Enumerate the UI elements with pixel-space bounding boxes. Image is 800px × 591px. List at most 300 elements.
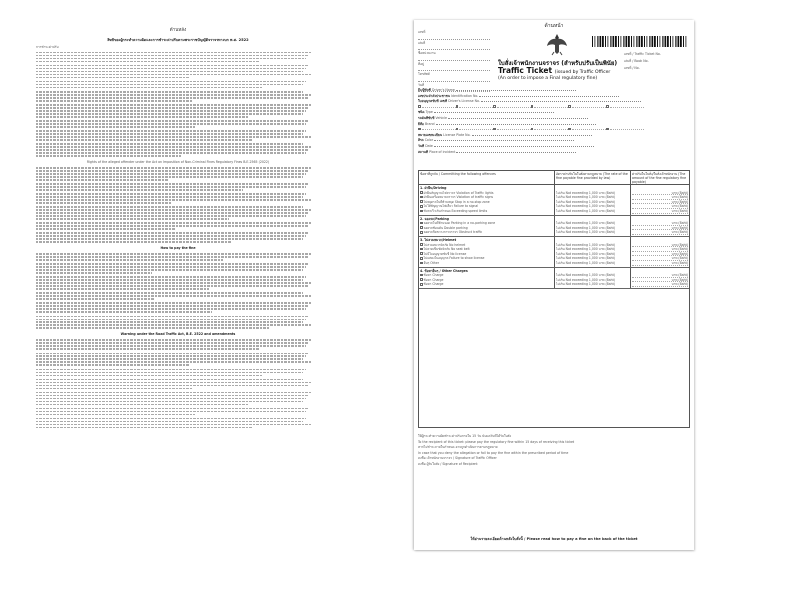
offense-label: ไม่มีใบอนุญาตขับขี่ No license xyxy=(423,251,467,256)
text-line xyxy=(36,238,303,240)
option-blank xyxy=(534,129,568,130)
header-field: วันที่ xyxy=(418,83,490,93)
rate-text: ไม่เกิน Not exceeding 1,000 บาท (Baht) xyxy=(556,282,616,287)
text-line xyxy=(36,189,243,191)
text-line xyxy=(36,107,309,109)
text-line xyxy=(36,311,212,313)
barcode-bar xyxy=(678,36,680,47)
text-line xyxy=(36,225,309,227)
barcode-bar xyxy=(652,36,654,47)
text-line xyxy=(36,276,306,278)
text-line xyxy=(36,193,306,195)
rate-cell xyxy=(555,185,631,215)
option-checkbox[interactable] xyxy=(606,128,609,131)
option-checkbox[interactable] xyxy=(418,128,421,131)
ticket-subtitle: (An order to impose a Final regulatory fine) xyxy=(498,76,598,81)
driver-info-english: Driver's Name xyxy=(432,88,456,92)
barcode-bar xyxy=(649,36,650,47)
offense-label: จอดรถในที่ห้ามจอด Parking in a no-parking zone xyxy=(423,221,496,226)
barcode-bar xyxy=(610,36,611,47)
rate-text: ไม่เกิน Not exceeding 1,000 บาท (Baht) xyxy=(556,256,616,261)
text-line xyxy=(36,285,309,287)
amount-text[interactable]: บาท (Baht) xyxy=(632,273,688,278)
rate-col-header: อัตราค่าปรับในใบสั่งตามกฎหมาย (The rate of the fine payable fine provided by law) xyxy=(555,171,631,184)
offense-checkbox[interactable] xyxy=(420,191,423,194)
barcode-bar xyxy=(673,36,674,47)
amount-text[interactable]: บาท (Baht) xyxy=(632,191,688,196)
fill-in-blank[interactable] xyxy=(456,150,576,153)
text-line xyxy=(36,110,306,112)
barcode-bar xyxy=(657,36,658,47)
text-line xyxy=(36,382,311,384)
driver-info-section xyxy=(418,88,690,155)
option-checkbox[interactable] xyxy=(456,128,459,131)
text-line xyxy=(36,170,309,172)
offense-section-title: 2. จอดรถ/Parking xyxy=(420,216,449,221)
back-paragraph xyxy=(36,167,320,181)
back-paragraph xyxy=(36,379,320,390)
amount-text[interactable]: บาท (Baht) xyxy=(632,195,688,200)
text-line xyxy=(36,97,309,99)
text-line xyxy=(36,81,306,83)
ticket-footer-note: ให้อ่านรายละเอียดด้านหลังใบสั่งนี้ / Please read how to pay a fine on the back of the ticket xyxy=(470,537,638,541)
offense-cell xyxy=(419,237,555,267)
text-line xyxy=(36,353,309,355)
offense-label: ไม่หยุดรถในที่ห้ามหยุด Stop in a no-stop zone xyxy=(423,199,490,204)
driver-info-label: รถคันที่ขับขี่ xyxy=(418,115,436,120)
text-line xyxy=(36,173,306,175)
fill-in-blank[interactable] xyxy=(436,122,596,125)
fill-in-blank[interactable] xyxy=(481,99,641,102)
text-line xyxy=(36,259,223,261)
text-line xyxy=(36,152,306,154)
barcode-bar xyxy=(615,36,617,47)
back-paragraph xyxy=(36,91,320,102)
offense-label: จอดรถซ้อนคัน Double parking xyxy=(423,225,468,230)
back-how-to-pay-heading: How to pay the fine xyxy=(160,245,196,250)
fill-in-blank[interactable] xyxy=(434,110,554,113)
amount-text[interactable]: บาท (Baht) xyxy=(632,256,688,261)
back-paragraph xyxy=(36,193,320,204)
text-line xyxy=(36,398,306,400)
back-paragraph xyxy=(36,339,320,350)
barcode-bar xyxy=(608,36,609,47)
option-checkbox[interactable] xyxy=(568,128,571,131)
text-line xyxy=(36,218,229,220)
text-line xyxy=(36,292,303,294)
text-line xyxy=(36,77,189,79)
text-line xyxy=(36,253,311,255)
text-line xyxy=(36,266,306,268)
back-paragraph xyxy=(36,408,320,416)
option-checkbox[interactable] xyxy=(531,128,534,131)
text-line xyxy=(36,421,303,423)
option-blank xyxy=(610,129,644,130)
text-line xyxy=(36,61,260,63)
rate-text: ไม่เกิน Not exceeding 1,000 บาท (Baht) xyxy=(556,204,616,209)
rate-text: ไม่เกิน Not exceeding 1,000 บาท (Baht) xyxy=(556,251,616,256)
text-line xyxy=(36,94,311,96)
offense-label: ไม่คาดเข็มขัดนิรภัย No seat belt xyxy=(423,247,470,252)
driver-info-label: ใบอนุญาตขับขี่ เลขที่ xyxy=(418,99,449,104)
text-line xyxy=(36,408,309,410)
footer-line: ลงชื่อ เจ้าพนักงานจราจร / Signature of Traffic Officer xyxy=(418,456,497,461)
amount-text[interactable]: บาท (Baht) xyxy=(632,247,688,252)
back-paragraph xyxy=(36,392,320,406)
back-paragraph xyxy=(36,302,320,313)
text-line xyxy=(36,58,306,60)
text-line xyxy=(36,232,309,234)
amount-text[interactable]: บาท (Baht) xyxy=(632,252,688,257)
option-blank xyxy=(572,107,606,108)
front-page-label: ด้านหน้า xyxy=(544,23,564,29)
text-line xyxy=(36,74,311,76)
back-paragraph xyxy=(36,292,320,300)
offense-label: ข้อหา Charge xyxy=(423,277,444,282)
text-line xyxy=(36,212,309,214)
barcode-bar xyxy=(600,36,602,47)
offense-label: อื่นๆ Other xyxy=(423,260,439,265)
offense-checkbox[interactable] xyxy=(420,210,423,213)
text-line xyxy=(36,196,303,198)
back-paragraph xyxy=(36,316,320,330)
text-line xyxy=(36,388,192,390)
offense-label: ฝ่าฝืนสัญญาณไฟจราจร Violation of Traffic lights xyxy=(423,190,494,195)
back-paragraph-group xyxy=(36,52,320,157)
text-line xyxy=(36,369,306,371)
text-line xyxy=(36,308,306,310)
barcode-bar xyxy=(636,36,637,47)
offense-section xyxy=(419,268,689,289)
offense-checkbox[interactable] xyxy=(420,278,423,281)
text-line xyxy=(36,241,232,243)
offense-checkbox[interactable] xyxy=(420,252,423,255)
barcode-bar xyxy=(641,36,643,47)
offense-checkbox[interactable] xyxy=(420,243,423,246)
offense-checkbox[interactable] xyxy=(420,222,423,225)
text-line xyxy=(36,199,311,201)
text-line xyxy=(36,375,263,377)
offense-checkbox[interactable] xyxy=(420,257,423,260)
text-line xyxy=(36,167,311,169)
offense-checkbox[interactable] xyxy=(420,200,423,203)
back-paragraph xyxy=(36,183,320,191)
text-line xyxy=(36,143,303,145)
header-field: เล่มที่ xyxy=(418,41,490,51)
text-line xyxy=(36,235,306,237)
rate-text: ไม่เกิน Not exceeding 1,000 บาท (Baht) xyxy=(556,199,616,204)
amount-cell xyxy=(631,185,689,215)
back-paragraph xyxy=(36,276,320,290)
offense-row xyxy=(420,230,553,235)
ticket-footer-section xyxy=(418,434,690,468)
offense-label: ขับรถเร็วเกินกำหนด Exceeding speed limits xyxy=(423,208,488,213)
offense-section-title: 3. ไม่สวมหมวก/Helmet xyxy=(420,237,457,242)
barcode-bar xyxy=(623,36,624,47)
back-paragraph xyxy=(36,418,320,429)
fill-in-blank[interactable] xyxy=(448,116,588,119)
fill-in-blank[interactable] xyxy=(479,94,619,97)
amount-col-header: ค่าปรับในใบสั่ง/ใบสั่งเจ้าพนักงาน (The amount of the fine regulatory fine payable) xyxy=(632,172,687,184)
back-paragraph-group xyxy=(36,339,320,428)
barcode-bar xyxy=(647,36,648,47)
back-paragraph xyxy=(36,263,320,274)
offense-label: จอดรถกีดขวางการจราจร Obstruct traffic xyxy=(423,230,483,235)
option-checkbox[interactable] xyxy=(606,105,609,108)
option-checkbox[interactable] xyxy=(418,105,421,108)
offense-checkbox[interactable] xyxy=(420,231,423,234)
barcode-bar xyxy=(662,36,663,47)
text-line xyxy=(36,385,309,387)
back-paragraph xyxy=(36,130,320,141)
offense-checkbox[interactable] xyxy=(420,283,423,286)
text-line xyxy=(36,302,311,304)
text-line xyxy=(36,228,175,230)
back-section-english: Rights of the alleged offender under the Act on Imposition of Non-Criminal Fines Regulatory Fines B.E.2565 (2022) xyxy=(86,159,270,164)
text-line xyxy=(36,316,309,318)
back-sub-heading: การชำระค่าปรับ xyxy=(36,45,59,50)
text-line xyxy=(36,209,311,211)
ticket-title-sub: (issued by Traffic Officer xyxy=(554,70,611,75)
option-blank xyxy=(497,107,531,108)
text-line xyxy=(36,295,311,297)
text-line xyxy=(36,176,303,178)
barcode-bar xyxy=(675,36,676,47)
offense-table-header xyxy=(419,171,689,185)
option-blank xyxy=(422,107,456,108)
text-line xyxy=(36,91,303,93)
driver-info-label: สถานที่ xyxy=(418,149,430,154)
text-line xyxy=(36,87,263,89)
option-checkbox[interactable] xyxy=(456,105,459,108)
text-line xyxy=(36,256,309,258)
back-paragraph xyxy=(36,120,320,128)
offense-row xyxy=(420,209,553,214)
text-line xyxy=(36,222,311,224)
text-line xyxy=(36,269,303,271)
option-checkbox[interactable] xyxy=(568,105,571,108)
amount-text[interactable]: บาท (Baht) xyxy=(632,278,688,283)
offense-label: ข้อหา Charge xyxy=(423,273,444,278)
front-page-document xyxy=(414,20,694,550)
amount-cell xyxy=(631,216,689,236)
back-paragraph xyxy=(36,253,320,261)
offense-section xyxy=(419,237,689,268)
driver-info-english: License Plate No. xyxy=(443,132,472,137)
header-field: ชื่อหน่วยงาน xyxy=(418,51,490,61)
ticket-number-field: เลขที่ / Traffic Ticket No. xyxy=(624,52,661,56)
text-line xyxy=(36,215,306,217)
barcode-bar xyxy=(621,36,622,47)
text-line xyxy=(36,321,303,323)
text-line xyxy=(36,206,303,208)
text-line xyxy=(36,401,303,403)
text-line xyxy=(36,327,269,329)
offense-section-title: 1. ฝ่าฝืน/Driving xyxy=(420,186,447,190)
text-line xyxy=(36,395,309,397)
amount-cell xyxy=(631,237,689,267)
option-blank xyxy=(422,129,456,130)
offense-cell xyxy=(419,268,555,288)
ticket-title-main: Traffic Ticket xyxy=(498,66,553,75)
offense-section xyxy=(419,216,689,237)
offense-checkbox[interactable] xyxy=(420,262,423,265)
driver-info-label: ถึง/ผู้ขับขี่ xyxy=(418,88,433,92)
option-blank xyxy=(572,129,606,130)
back-warning-heading: Warning under the Road Traffic Act, B.E. 2522 and amendments xyxy=(120,332,236,337)
back-paragraph xyxy=(36,353,320,367)
barcode-icon xyxy=(592,36,688,47)
text-line xyxy=(36,342,309,344)
offense-checkbox[interactable] xyxy=(420,226,423,229)
footer-line: To the recipient of this ticket: please pay the regulatory fine within 15 days of receiving this ticket xyxy=(418,439,575,444)
text-line xyxy=(36,379,303,381)
barcode-bar xyxy=(595,36,596,47)
barcode-bar xyxy=(605,36,606,47)
back-paragraph xyxy=(36,104,320,118)
rate-text: ไม่เกิน Not exceeding 1,000 บาท (Baht) xyxy=(556,260,616,265)
text-line xyxy=(36,113,303,115)
fill-in-blank[interactable] xyxy=(434,138,574,141)
offense-label: ข้อหา Charge xyxy=(423,282,444,287)
text-line xyxy=(36,155,181,157)
amount-text[interactable]: บาท (Baht) xyxy=(632,209,688,214)
rate-cell xyxy=(555,216,631,236)
barcode-bar xyxy=(680,36,682,47)
back-page-body xyxy=(36,38,320,431)
number-field: เลขที่ / No. xyxy=(624,66,640,70)
barcode-bar xyxy=(639,36,641,47)
option-blank xyxy=(459,107,493,108)
header-field: ที่อยู่ xyxy=(418,62,490,72)
text-line xyxy=(36,55,309,57)
driver-info-label: วันที่ xyxy=(418,143,426,148)
rate-text: ไม่เกิน Not exceeding 1,000 บาท (Baht) xyxy=(556,242,616,247)
text-line xyxy=(36,288,209,290)
text-line xyxy=(36,149,309,151)
fill-in-blank[interactable] xyxy=(434,144,594,147)
text-line xyxy=(36,65,309,67)
offense-checkbox[interactable] xyxy=(420,274,423,277)
option-blank xyxy=(534,107,568,108)
rate-text: ไม่เกิน Not exceeding 1,000 บาท (Baht) xyxy=(556,208,616,213)
barcode-bar xyxy=(602,36,604,47)
offense-section-title: 4. ข้อหาอื่นๆ / Other Charges xyxy=(420,268,468,273)
rate-cell xyxy=(555,237,631,267)
back-paragraph xyxy=(36,65,320,79)
offense-cell xyxy=(419,185,555,215)
fill-in-blank[interactable] xyxy=(472,133,592,136)
text-line xyxy=(36,202,172,204)
option-checkbox[interactable] xyxy=(493,128,496,131)
offense-cell xyxy=(419,216,555,236)
barcode-bar xyxy=(626,36,628,47)
rate-text: ไม่เกิน Not exceeding 1,000 บาท (Baht) xyxy=(556,230,616,235)
amount-cell xyxy=(631,268,689,288)
amount-text[interactable]: บาท (Baht) xyxy=(632,204,688,209)
back-paragraph-group xyxy=(36,253,320,329)
text-line xyxy=(36,71,303,73)
back-paragraph xyxy=(36,222,320,230)
driver-info-label: ยี่ห้อ xyxy=(418,121,425,126)
text-line xyxy=(36,339,311,341)
text-line xyxy=(36,411,306,413)
driver-info-english: Driver's License No. xyxy=(448,99,481,104)
offense-row xyxy=(420,282,553,287)
text-line xyxy=(36,355,306,357)
offense-checkbox[interactable] xyxy=(420,196,423,199)
rate-text: ไม่เกิน Not exceeding 1,000 บาท (Baht) xyxy=(556,247,616,252)
offense-section xyxy=(419,185,689,216)
header-field: เลขที่ xyxy=(418,30,490,40)
back-paragraph-group xyxy=(36,167,320,243)
barcode-bar xyxy=(628,36,630,47)
amount-text[interactable]: บาท (Baht) xyxy=(632,261,688,266)
driver-info-english: Place of incident xyxy=(429,149,457,154)
text-line xyxy=(36,183,309,185)
offense-checkbox[interactable] xyxy=(420,248,423,251)
footer-line: In case that you deny the allegation or fail to pay the fine within the prescribed period of time xyxy=(418,450,569,455)
amount-text[interactable]: บาท (Baht) xyxy=(632,200,688,205)
fill-in-blank[interactable] xyxy=(456,88,576,91)
text-line xyxy=(36,424,311,426)
footer-line: ให้ผู้กระทำความผิดชำระค่าปรับภายใน 15 วัน นับแต่วันที่ได้รับใบสั่ง xyxy=(418,434,512,438)
text-line xyxy=(36,123,306,125)
text-line xyxy=(36,120,309,122)
offense-label: ฝ่าฝืนเครื่องหมายจราจร Violation of traffic signs xyxy=(423,195,494,200)
amount-text[interactable]: บาท (Baht) xyxy=(632,282,688,287)
driver-info-label: สีรถ xyxy=(418,138,425,143)
amount-text[interactable]: บาท (Baht) xyxy=(632,243,688,248)
text-line xyxy=(36,136,311,138)
barcode-bar xyxy=(618,36,619,47)
offense-checkbox[interactable] xyxy=(420,205,423,208)
barcode-bar xyxy=(634,36,635,47)
barcode-bar xyxy=(654,36,656,47)
driver-info-english: Type xyxy=(425,110,434,115)
text-line xyxy=(36,345,306,347)
rate-text: ไม่เกิน Not exceeding 1,000 บาท (Baht) xyxy=(556,190,616,195)
amount-text[interactable]: บาท (Baht) xyxy=(632,226,688,231)
amount-text[interactable]: บาท (Baht) xyxy=(632,221,688,226)
text-line xyxy=(36,263,309,265)
text-line xyxy=(36,404,249,406)
text-line xyxy=(36,414,195,416)
option-checkbox[interactable] xyxy=(531,105,534,108)
ticket-title-english xyxy=(498,66,610,75)
text-line xyxy=(36,272,152,274)
text-line xyxy=(36,84,303,86)
text-line xyxy=(36,133,303,135)
barcode-bar xyxy=(683,36,684,47)
offense-table xyxy=(418,170,690,428)
amount-text[interactable]: บาท (Baht) xyxy=(632,230,688,235)
barcode-bar xyxy=(670,36,671,47)
text-line xyxy=(36,126,195,128)
driver-info-english: Date xyxy=(425,143,434,148)
text-line xyxy=(36,364,189,366)
option-checkbox[interactable] xyxy=(493,105,496,108)
driver-info-label: หมายเลขทะเบียน xyxy=(418,132,444,137)
text-line xyxy=(36,186,306,188)
back-paragraph xyxy=(36,206,320,220)
text-line xyxy=(36,361,311,363)
driver-info-label: เลขประจำตัวประชาชน xyxy=(418,93,452,98)
text-line xyxy=(36,392,311,394)
driver-info-english: Color xyxy=(424,138,435,143)
driver-info-english: Vehicle xyxy=(435,115,448,120)
footer-line: หากไม่ชำระภายในกำหนด อาจถูกดำเนินการตามกฎหมาย xyxy=(418,445,498,450)
